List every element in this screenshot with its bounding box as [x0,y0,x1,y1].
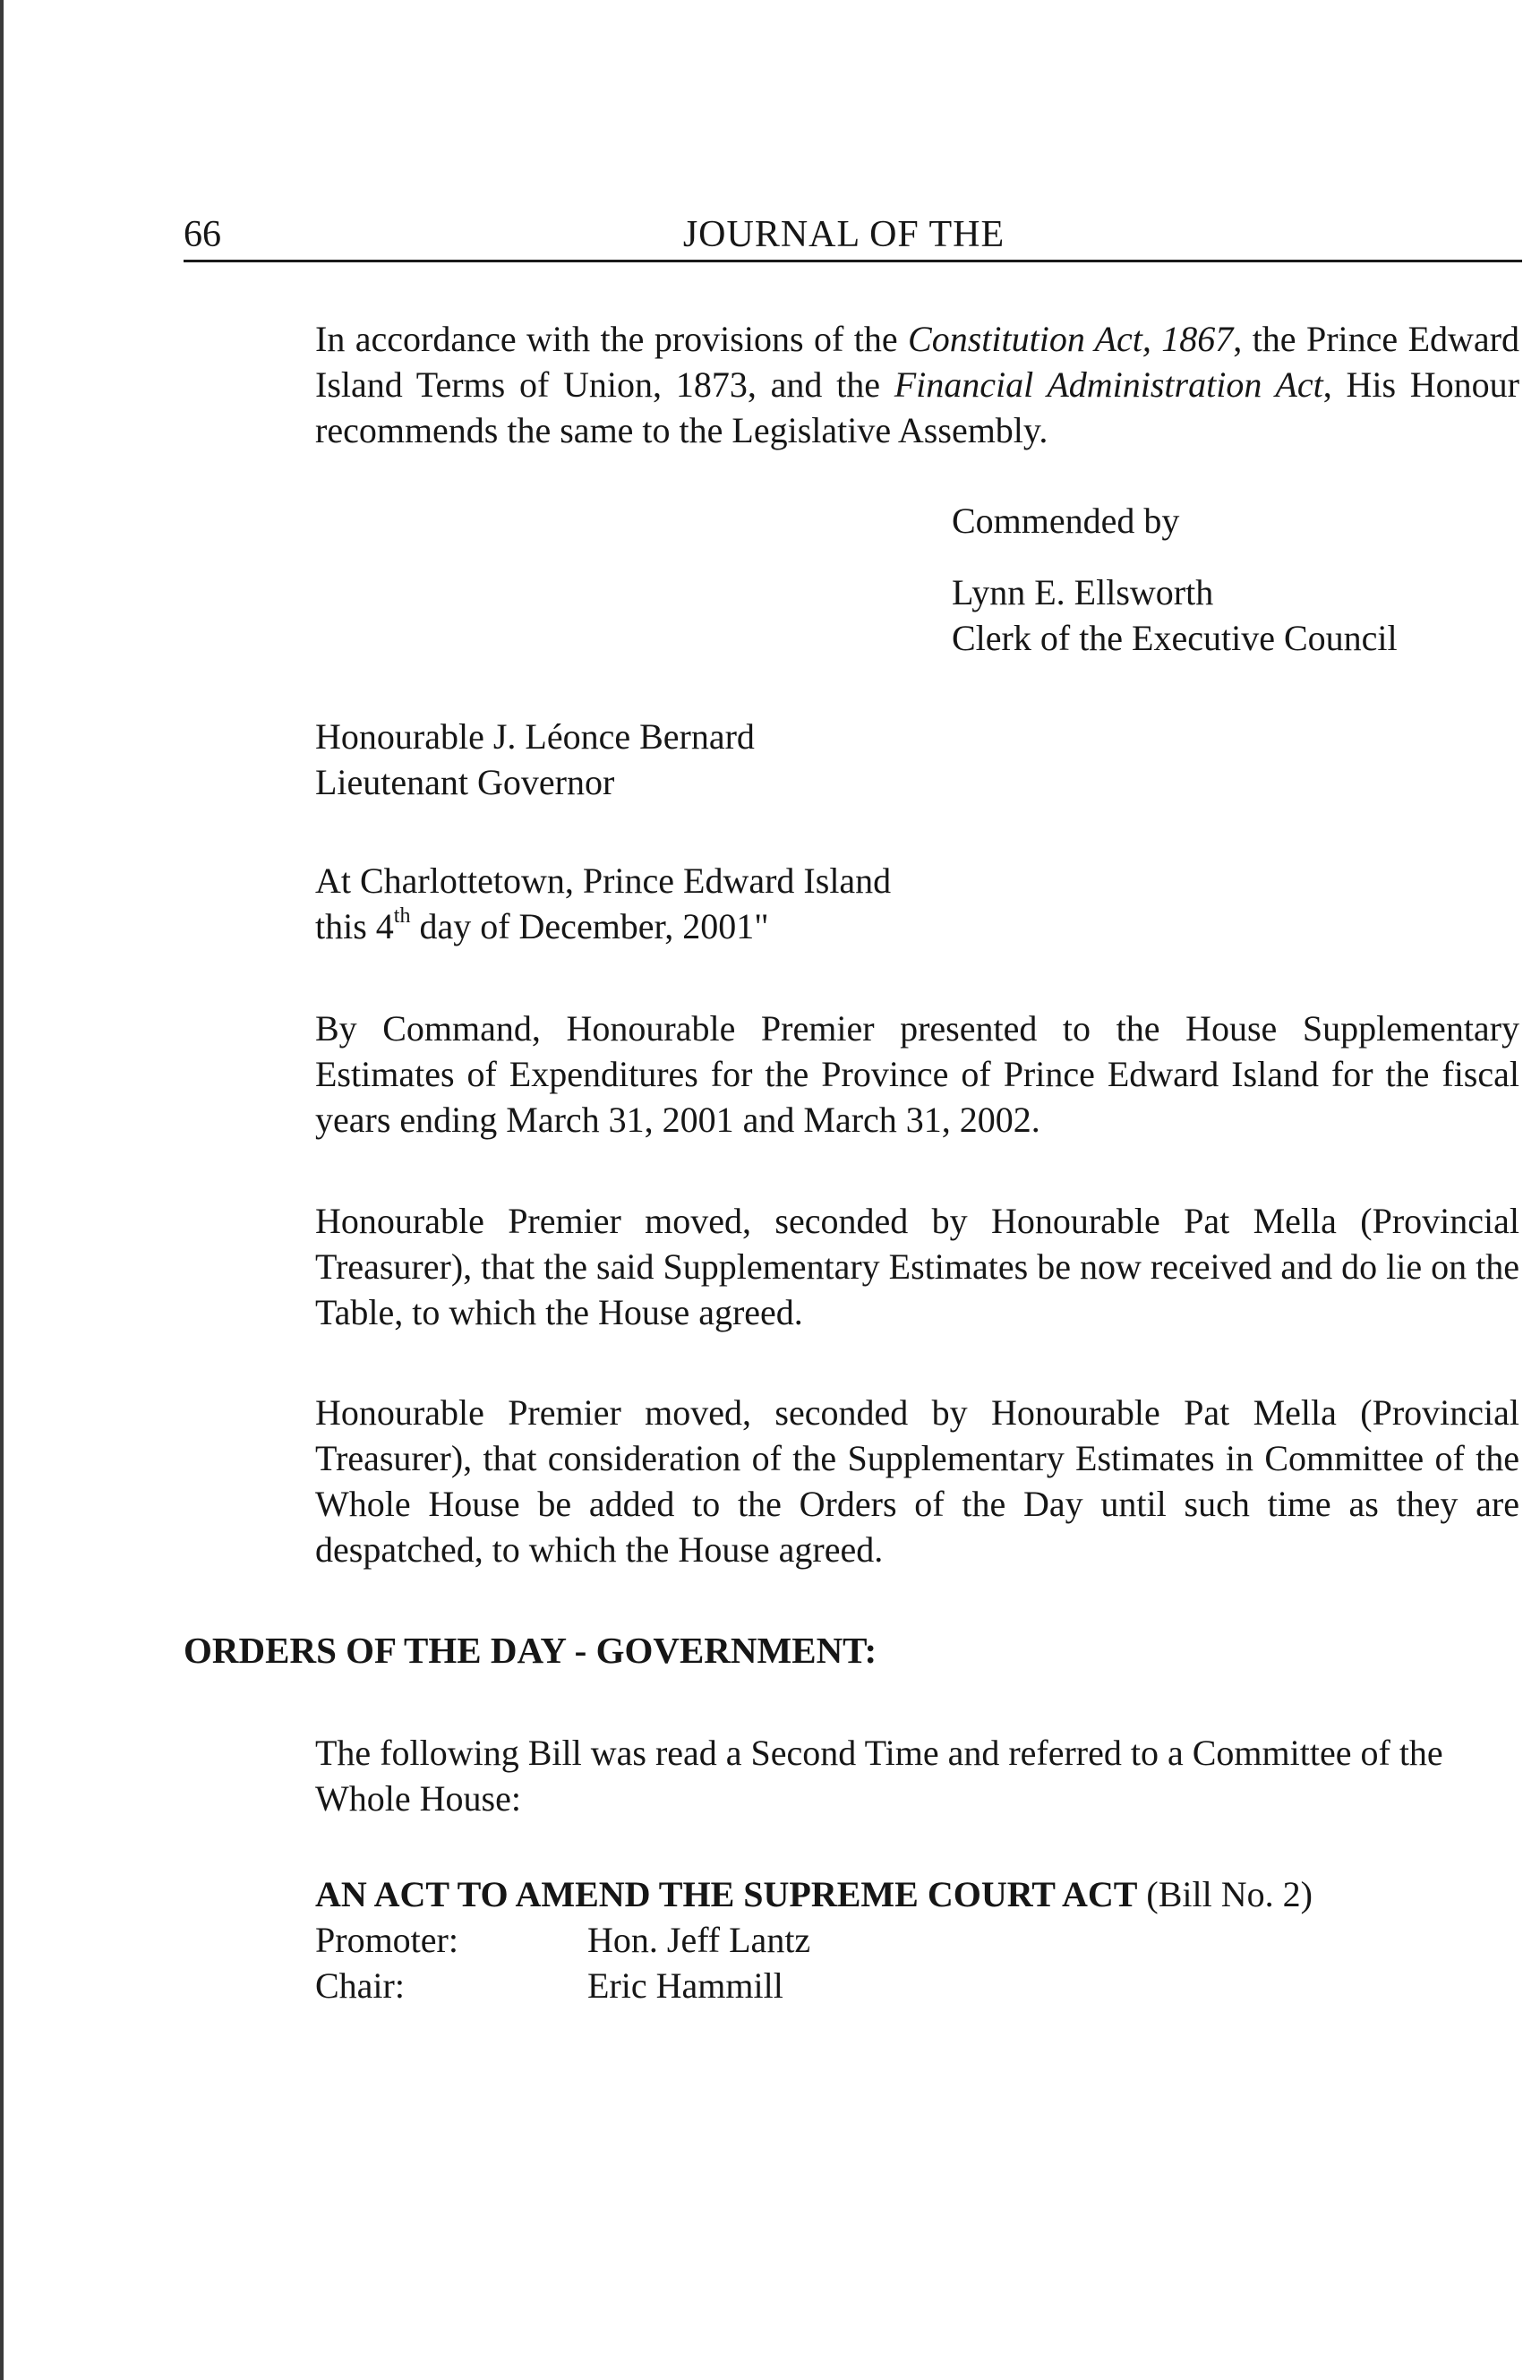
lieutenant-governor-title: Lieutenant Governor [315,762,615,802]
running-head: JOURNAL OF THE [682,214,1005,255]
chair-label: Chair: [315,1965,405,2006]
chair-value: Eric Hammill [587,1965,783,2006]
dateline-place: At Charlottetown, Prince Edward Island [315,860,892,901]
bill-number: (Bill No. 2) [1137,1874,1313,1914]
clerk-name: Lynn E. Ellsworth [952,572,1214,612]
constitution-act-title: Constitution Act, 1867 [908,319,1234,359]
recommendation-text-2: , the Prince Edward Island Terms of Union, 1873, and the [315,319,1520,405]
page-number: 66 [184,214,221,255]
motion-received-paragraph: Honourable Premier moved, seconded by Honourable Pat Mella (Provincial Treasurer), that the said Supplementary Estimates be now received and do lie on the Table, to which the House agreed. [315,1201,1519,1332]
promoter-value: Hon. Jeff Lantz [587,1920,811,1960]
commended-by: Commended by [952,501,1180,541]
recommendation-paragraph [315,316,1519,453]
dateline-date [315,903,769,949]
promoter-label: Promoter: [315,1920,458,1960]
orders-heading: ORDERS OF THE DAY - GOVERNMENT: [184,1630,877,1671]
bill-line [315,1871,1313,1917]
recommendation-text-1: In accordance with the provisions of the [315,319,909,359]
clerk-title: Clerk of the Executive Council [952,618,1398,658]
dateline-date-prefix: this 4 [315,906,394,946]
page-edge [0,0,4,2380]
financial-administration-act-title: Financial Administration Act [894,364,1323,405]
by-command-paragraph: By Command, Honourable Premier presented to the House Supplementary Estimates of Expenditures for the Province of Prince Edward Island for the fiscal years ending March 31, 2001 and March 31, 2002. [315,1008,1519,1140]
lieutenant-governor-name: Honourable J. Léonce Bernard [315,716,755,757]
orders-intro-paragraph: The following Bill was read a Second Time and referred to a Committee of the Whole House: [315,1733,1443,1819]
dateline-date-ordinal: th [393,903,411,928]
bill-title: AN ACT TO AMEND THE SUPREME COURT ACT [315,1874,1138,1914]
recommendation-text-3: , His Honour recommends the same to the Legislative Assembly. [315,364,1519,450]
page-header [184,210,1522,262]
dateline-date-rest: day of December, 2001" [410,906,769,946]
motion-committee-paragraph: Honourable Premier moved, seconded by Honourable Pat Mella (Provincial Treasurer), that consideration of the Supplementary Estimates in Committee of the Whole House be added to the Orders of the Day until such time as they are despatched, to which the House agreed. [315,1392,1519,1570]
